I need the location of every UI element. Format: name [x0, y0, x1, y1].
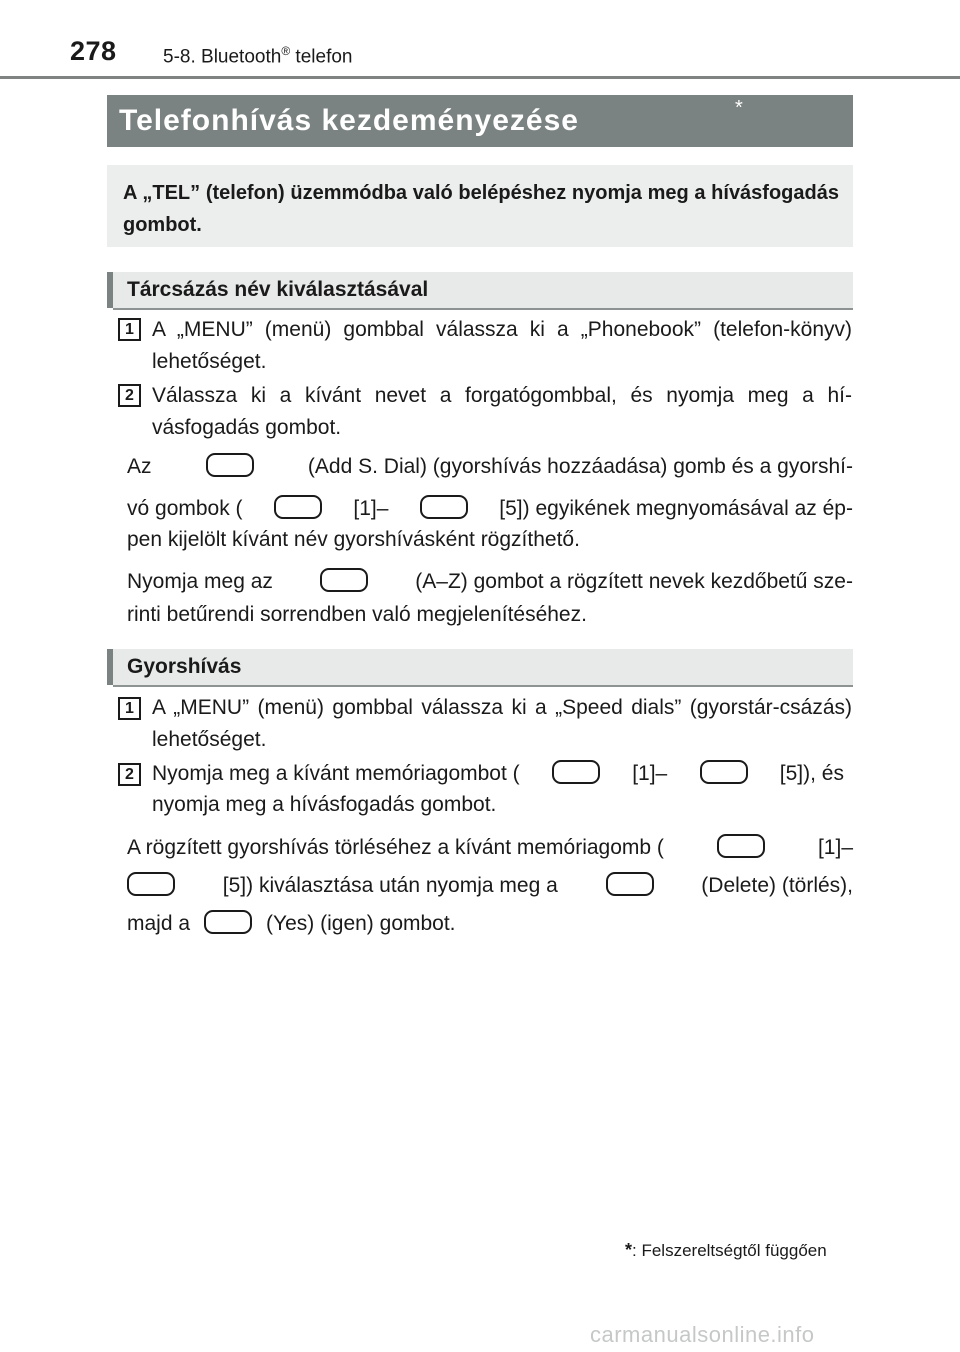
- note-text: (Delete) (törlés),: [701, 874, 853, 897]
- step-text: nyomja meg a hívásfogadás gombot.: [152, 793, 497, 816]
- title-bar: [107, 95, 853, 147]
- note-line: [127, 836, 853, 860]
- step-line: [152, 762, 844, 786]
- step-text: Nyomja meg a kívánt memóriagombot (: [152, 762, 520, 785]
- page-number: 278: [70, 36, 117, 66]
- step-number-badge: 1: [118, 697, 141, 720]
- delete-button-icon: [606, 872, 654, 896]
- step-number-badge: 2: [118, 763, 141, 786]
- note-text: (Yes) (igen) gombot.: [266, 912, 456, 935]
- note-text: [5]) egyikének megnyomásával az ép-: [499, 497, 853, 520]
- note-text: pen kijelölt kívánt név gyorshívásként rögzíthető.: [127, 528, 580, 551]
- step-text: [1]–: [632, 762, 668, 785]
- note-text: [5]) kiválasztása után nyomja meg a: [222, 874, 558, 897]
- header-divider: [0, 76, 960, 79]
- watermark: carmanualsonline.info: [590, 1322, 815, 1347]
- title-asterisk: *: [735, 97, 743, 119]
- section-label-suffix: telefon: [290, 46, 353, 68]
- note-line: [127, 570, 853, 594]
- note-text: vó gombok (: [127, 497, 243, 520]
- section-heading-divider: [113, 308, 853, 310]
- step-text: [5]), és: [779, 762, 844, 785]
- section-heading-text: Gyorshívás: [127, 655, 242, 678]
- note-text: Nyomja meg az: [127, 570, 273, 593]
- step-text: A „MENU” (menü) gombbal válassza ki a „Speed dials” (gyorstár-csázás) lehetőséget.: [152, 696, 852, 751]
- memory-button-icon: [717, 834, 765, 858]
- step-number-badge: 2: [118, 384, 141, 407]
- step-text: Válassza ki a kívánt nevet a forgatógombbal, és nyomja meg a hí-vásfogadás gombot.: [152, 384, 852, 439]
- speed-dial-button-icon: [274, 495, 322, 519]
- note-text: (Add S. Dial) (gyorshívás hozzáadása) gomb és a gyorshí-: [307, 455, 853, 478]
- note-line: [127, 455, 853, 479]
- note-text: (A–Z) gombot a rögzített nevek kezdőbetű sze-: [415, 570, 853, 593]
- note-text: majd a: [127, 912, 191, 935]
- step-text: A „MENU” (menü) gombbal válassza ki a „Phonebook” (telefon-könyv) lehetőséget.: [152, 318, 852, 373]
- yes-button-icon: [204, 910, 252, 934]
- memory-button-icon: [127, 872, 175, 896]
- section-heading-name-dial: [107, 272, 853, 308]
- step-number-badge: 1: [118, 318, 141, 341]
- note-line: [127, 874, 853, 898]
- note-text: [1]–: [353, 497, 389, 520]
- section-label: [163, 44, 352, 68]
- a-z-button-icon: [320, 568, 368, 592]
- add-speed-dial-button-icon: [206, 453, 254, 477]
- note-text: rinti betűrendi sorrendben való megjelenítéséhez.: [127, 603, 587, 626]
- speed-dial-button-icon: [420, 495, 468, 519]
- note-text: A rögzített gyorshívás törléséhez a kívánt memóriagomb (: [127, 836, 664, 859]
- intro-box: [107, 165, 853, 247]
- memory-button-icon: [700, 760, 748, 784]
- section-label-text: 5-8. Bluetooth: [163, 46, 282, 68]
- page-header: [0, 0, 960, 80]
- note-text: [1]–: [817, 836, 853, 859]
- note-text: Az: [127, 455, 152, 478]
- section-heading-speed-dial: [107, 649, 853, 685]
- section-heading-text: Tárcsázás név kiválasztásával: [127, 278, 429, 301]
- footnote-text: : Felszereltségtől függően: [632, 1241, 827, 1260]
- memory-button-icon: [552, 760, 600, 784]
- intro-text: A „TEL” (telefon) üzemmódba való belépéshez nyomja meg a hívásfogadás gombot.: [123, 182, 839, 236]
- registered-mark: ®: [281, 44, 291, 58]
- footnote-asterisk: *: [625, 1240, 633, 1260]
- note-line: [127, 912, 456, 936]
- note-line: [127, 497, 853, 521]
- footnote: [625, 1240, 827, 1261]
- page-title: Telefonhívás kezdeményezése: [119, 104, 579, 137]
- section-heading-divider: [113, 685, 853, 687]
